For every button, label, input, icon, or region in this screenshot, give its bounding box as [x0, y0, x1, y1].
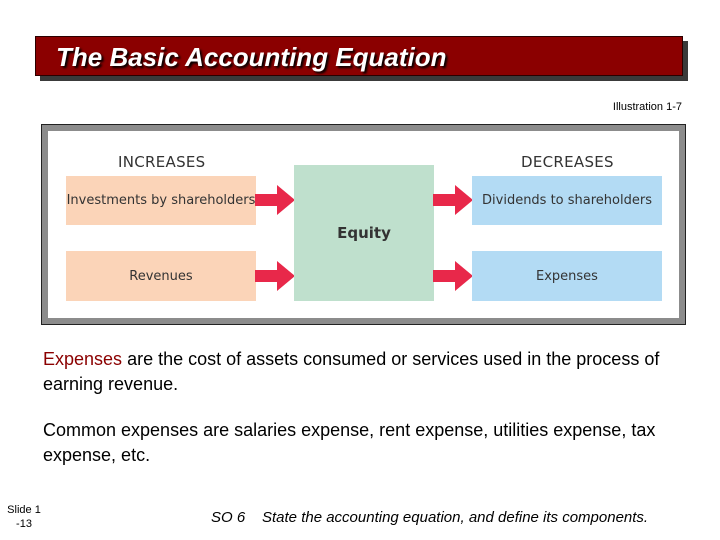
slide-title: The Basic Accounting Equation	[56, 42, 447, 72]
expenses-definition	[43, 347, 683, 397]
decrease-box-dividends: Dividends to shareholders	[472, 176, 662, 225]
slide-label: Slide 1	[7, 504, 41, 516]
diagram-frame	[41, 124, 686, 325]
increase-box-investments: Investments by shareholders	[66, 176, 256, 225]
increase-box-revenues: Revenues	[66, 251, 256, 301]
study-objective-text: State the accounting equation, and define its components.	[262, 509, 649, 526]
equity-box: Equity	[294, 165, 434, 301]
increases-header: INCREASES	[118, 153, 206, 171]
right-arrow-icon	[255, 261, 295, 291]
study-objective-label: SO 6	[211, 509, 246, 526]
expenses-keyword: Expenses	[43, 349, 123, 369]
illustration-label: Illustration 1-7	[612, 101, 682, 113]
slide-page: -13	[16, 518, 32, 530]
decrease-box-expenses: Expenses	[472, 251, 662, 301]
right-arrow-icon	[433, 185, 473, 215]
common-expenses-text: Common expenses are salaries expense, rent expense, utilities expense, tax expense, etc.	[43, 420, 656, 465]
right-arrow-icon	[255, 185, 295, 215]
expenses-definition-text: are the cost of assets consumed or services used in the process of earning revenue.	[43, 349, 660, 394]
decreases-header: DECREASES	[521, 153, 614, 171]
slide-number	[6, 503, 42, 531]
title-bar	[35, 36, 683, 76]
diagram-canvas	[48, 131, 679, 318]
right-arrow-icon	[433, 261, 473, 291]
